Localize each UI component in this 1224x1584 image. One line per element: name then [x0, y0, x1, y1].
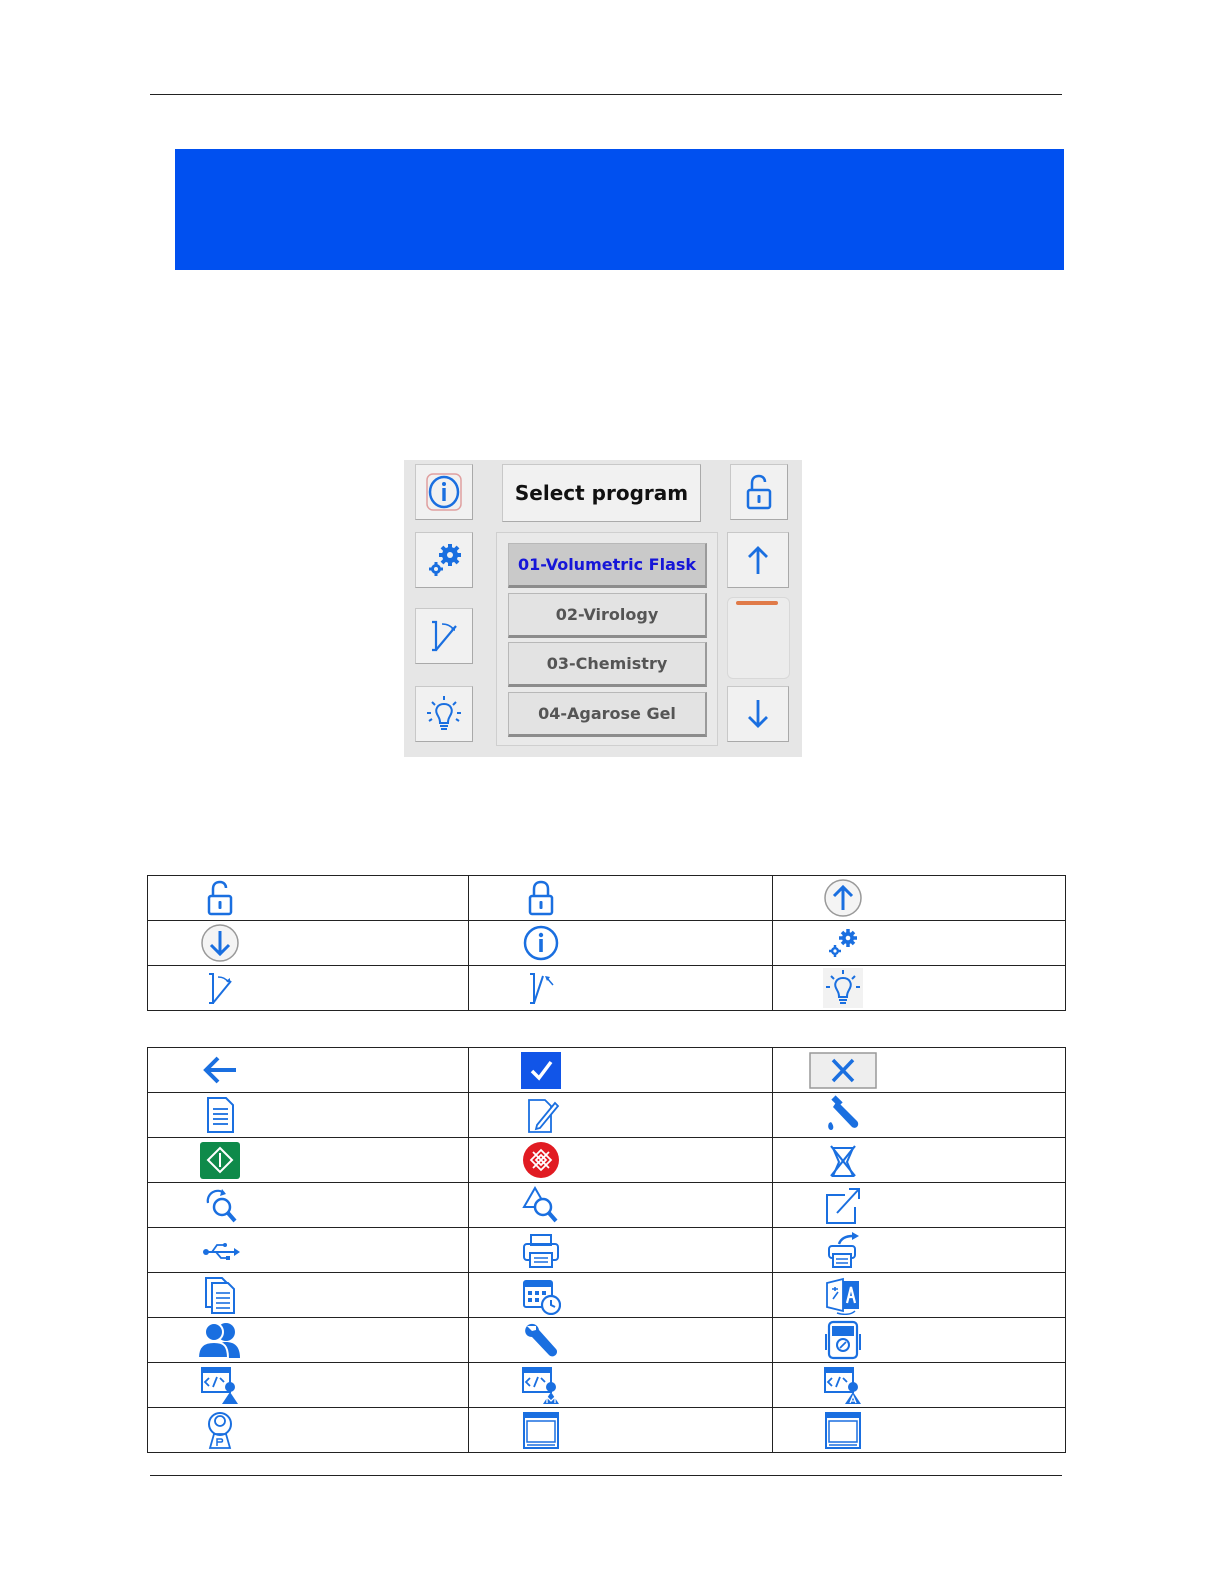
- table-cell: [469, 876, 773, 921]
- cancel-x-icon: [809, 1050, 877, 1090]
- table-row: [148, 1093, 1066, 1138]
- refresh-search-icon: [200, 1185, 240, 1225]
- language-icon: [823, 1275, 863, 1315]
- table-cell: [469, 1318, 773, 1363]
- window-icon: [521, 1410, 561, 1450]
- table-row: [148, 1363, 1066, 1408]
- table-row: [148, 1048, 1066, 1093]
- window-icon-alt: [823, 1410, 863, 1450]
- printer-icon: [521, 1230, 561, 1270]
- table-cell: [773, 1093, 1066, 1138]
- confirm-check-icon: [521, 1050, 561, 1090]
- arrow-down-icon: [738, 694, 778, 734]
- no-timer-icon: [823, 1140, 863, 1180]
- stop-icon: [521, 1140, 561, 1180]
- documents-icon: [200, 1275, 240, 1315]
- table-row: [148, 876, 1066, 921]
- arrow-up-icon: [738, 540, 778, 580]
- table-row: [148, 1138, 1066, 1183]
- gears-icon: [823, 923, 863, 963]
- info-icon: [424, 472, 464, 512]
- document-icon: [200, 1095, 240, 1135]
- code-user-m-icon: [521, 1365, 561, 1405]
- table-cell: [469, 1273, 773, 1318]
- icon-table-1: [147, 875, 1066, 1011]
- table-cell: [773, 1183, 1066, 1228]
- program-item-2[interactable]: 02-Virology: [508, 593, 707, 638]
- table-cell: [148, 1093, 469, 1138]
- table-row: [148, 1318, 1066, 1363]
- print-export-icon: [823, 1230, 863, 1270]
- table-cell: [773, 1363, 1066, 1408]
- settings-gears-icon: [424, 540, 464, 580]
- table-row: [148, 1228, 1066, 1273]
- tilt-back-icon: [521, 968, 561, 1008]
- code-user-icon: [200, 1365, 240, 1405]
- scroll-up-button[interactable]: [727, 532, 789, 588]
- pipette-icon: [823, 1095, 863, 1135]
- info-circle-icon: [521, 923, 561, 963]
- usb-icon: [200, 1230, 240, 1270]
- table-cell: [148, 1318, 469, 1363]
- table-cell: [148, 1363, 469, 1408]
- table-row: [148, 1408, 1066, 1453]
- table-cell: [773, 1318, 1066, 1363]
- back-arrow-icon: [200, 1050, 240, 1090]
- program-item-4[interactable]: 04-Agarose Gel: [508, 692, 707, 737]
- unlock-button[interactable]: [730, 464, 788, 520]
- table-cell: [148, 1408, 469, 1453]
- unlock-icon: [200, 878, 240, 918]
- table-cell: [773, 1228, 1066, 1273]
- table-cell: [773, 1048, 1066, 1093]
- table-cell: [469, 1408, 773, 1453]
- arrow-down-circle-icon: [200, 923, 240, 963]
- table-cell: [469, 1093, 773, 1138]
- code-user-a-icon: [823, 1365, 863, 1405]
- table-cell: [773, 1273, 1066, 1318]
- table-row: [148, 966, 1066, 1011]
- header-rule: [150, 94, 1062, 95]
- user-p-icon: [200, 1410, 240, 1450]
- table-cell: [469, 1138, 773, 1183]
- program-item-1[interactable]: 01-Volumetric Flask: [508, 543, 707, 588]
- table-cell: [148, 1228, 469, 1273]
- table-cell: [148, 1183, 469, 1228]
- calendar-clock-icon: [521, 1275, 561, 1315]
- table-cell: [148, 1273, 469, 1318]
- table-cell: [773, 1408, 1066, 1453]
- table-cell: [773, 876, 1066, 921]
- table-cell: [148, 876, 469, 921]
- lightbulb-icon: [823, 968, 863, 1008]
- table-cell: [773, 921, 1066, 966]
- table-cell: [469, 1183, 773, 1228]
- table-cell: [148, 1138, 469, 1183]
- info-button[interactable]: [415, 464, 473, 520]
- program-item-3[interactable]: 03-Chemistry: [508, 642, 707, 687]
- gauge-icon: [823, 1320, 863, 1360]
- chapter-banner: [175, 149, 1064, 270]
- start-icon: [200, 1140, 240, 1180]
- lock-icon: [521, 878, 561, 918]
- table-cell: [469, 966, 773, 1011]
- users-icon: [196, 1320, 244, 1360]
- table-cell: [469, 1363, 773, 1408]
- table-cell: [469, 921, 773, 966]
- table-cell: [148, 921, 469, 966]
- table-cell: [773, 966, 1066, 1011]
- scroll-thumb[interactable]: [736, 601, 778, 605]
- table-row: [148, 921, 1066, 966]
- wrench-icon: [521, 1320, 561, 1360]
- lightbulb-icon: [424, 694, 464, 734]
- triangle-search-icon: [521, 1185, 561, 1225]
- footer-rule: [150, 1475, 1062, 1476]
- table-cell: [469, 1048, 773, 1093]
- scrollbar[interactable]: [727, 597, 790, 679]
- flask-angle-button[interactable]: [415, 608, 473, 664]
- flask-angle-icon: [424, 616, 464, 656]
- edit-document-icon: [521, 1095, 561, 1135]
- screen-title: Select program: [502, 464, 701, 522]
- export-icon: [823, 1185, 863, 1225]
- table-cell: [148, 1048, 469, 1093]
- unlock-icon: [739, 472, 779, 512]
- table-cell: [773, 1138, 1066, 1183]
- light-button[interactable]: [415, 686, 473, 742]
- table-row: [148, 1183, 1066, 1228]
- scroll-down-button[interactable]: [727, 686, 789, 742]
- table-row: [148, 1273, 1066, 1318]
- settings-button[interactable]: [415, 532, 473, 588]
- tilt-forward-icon: [200, 968, 240, 1008]
- table-cell: [148, 966, 469, 1011]
- icon-table-2: [147, 1047, 1066, 1453]
- table-cell: [469, 1228, 773, 1273]
- arrow-up-circle-icon: [823, 878, 863, 918]
